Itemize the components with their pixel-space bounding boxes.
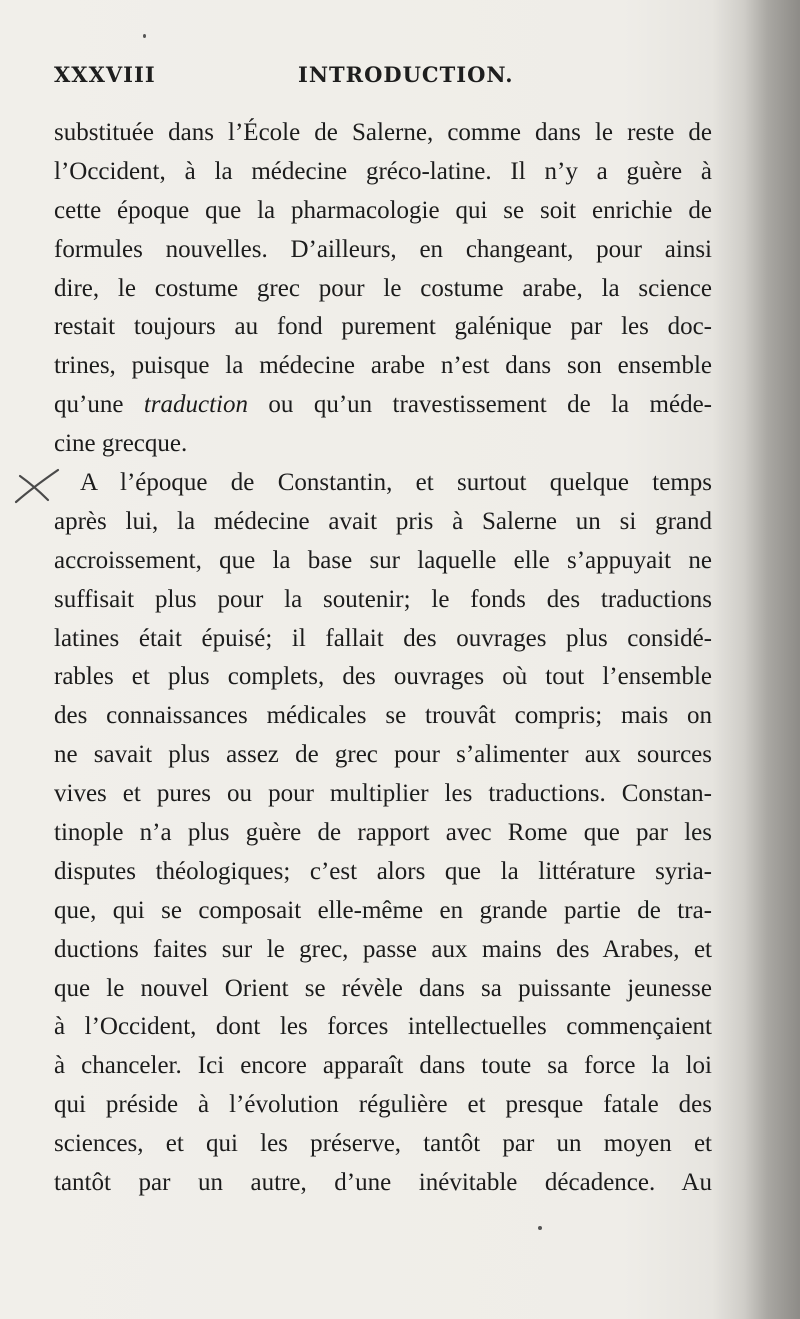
running-head: INTRODUCTION. <box>298 62 514 87</box>
text-line: cette époque que la pharmacologie qui se soit enrichie de <box>54 196 712 224</box>
text-line: que le nouvel Orient se révèle dans sa puissante jeunesse <box>54 974 712 1002</box>
text-line: rables et plus complets, des ouvrages où tout l’ensemble <box>54 663 712 691</box>
text-line: tantôt par un autre, d’une inévitable décadence. Au <box>54 1169 712 1197</box>
paper-speck <box>538 1226 542 1230</box>
text-line: formules nouvelles. D’ailleurs, en changeant, pour ainsi <box>54 235 712 263</box>
text-segment: ou qu’un travestissement de la méde- <box>248 391 712 419</box>
text-line: après lui, la médecine avait pris à Salerne un si grand <box>54 507 712 535</box>
text-line: cine grecque. <box>54 430 188 458</box>
text-line: latines était épuisé; il fallait des ouvrages plus considé- <box>54 624 712 652</box>
page-header <box>54 62 704 98</box>
text-line: substituée dans l’École de Salerne, comme dans le reste de <box>54 119 712 146</box>
text-line: restait toujours au fond purement galénique par les doc- <box>54 313 712 341</box>
paper-speck <box>143 34 146 38</box>
text-line: ductions faites sur le grec, passe aux mains des Arabes, et <box>54 935 712 963</box>
text-line: disputes théologiques; c’est alors que la littérature syria- <box>54 857 712 885</box>
text-line: l’Occident, à la médecine gréco-latine. Il n’y a guère à <box>54 157 712 185</box>
text-line: à l’Occident, dont les forces intellectuelles commençaient <box>54 1013 712 1041</box>
text-line: trines, puisque la médecine arabe n’est dans son ensemble <box>54 352 712 380</box>
text-line: à chanceler. Ici encore apparaît dans toute sa force la loi <box>54 1052 712 1080</box>
text-line: tinople n’a plus guère de rapport avec Rome que par les <box>54 819 712 847</box>
text-line: que, qui se composait elle-même en grande partie de tra- <box>54 896 712 924</box>
text-line: accroissement, que la base sur laquelle elle s’appuyait ne <box>54 546 712 574</box>
page-number: XXXVIII <box>54 62 156 87</box>
text-line: dire, le costume grec pour le costume arabe, la science <box>54 274 712 302</box>
text-segment: qu’une <box>54 391 144 419</box>
italic-word: traduction <box>143 391 248 419</box>
pen-cross-mark-icon <box>12 466 62 506</box>
text-line: sciences, et qui les préserve, tantôt par un moyen et <box>54 1130 712 1158</box>
body-text <box>54 114 712 1203</box>
text-line: A l’époque de Constantin, et surtout quelque temps <box>80 469 712 497</box>
text-line: suffisait plus pour la soutenir; le fonds des traductions <box>54 585 712 613</box>
text-line: des connaissances médicales se trouvât compris; mais on <box>54 702 712 730</box>
text-line: qui préside à l’évolution régulière et presque fatale des <box>54 1091 712 1119</box>
text-line: vives et pures ou pour multiplier les traductions. Constan- <box>54 780 712 808</box>
text-line-with-italic <box>54 386 712 425</box>
text-line: ne savait plus assez de grec pour s’alimenter aux sources <box>54 741 712 769</box>
